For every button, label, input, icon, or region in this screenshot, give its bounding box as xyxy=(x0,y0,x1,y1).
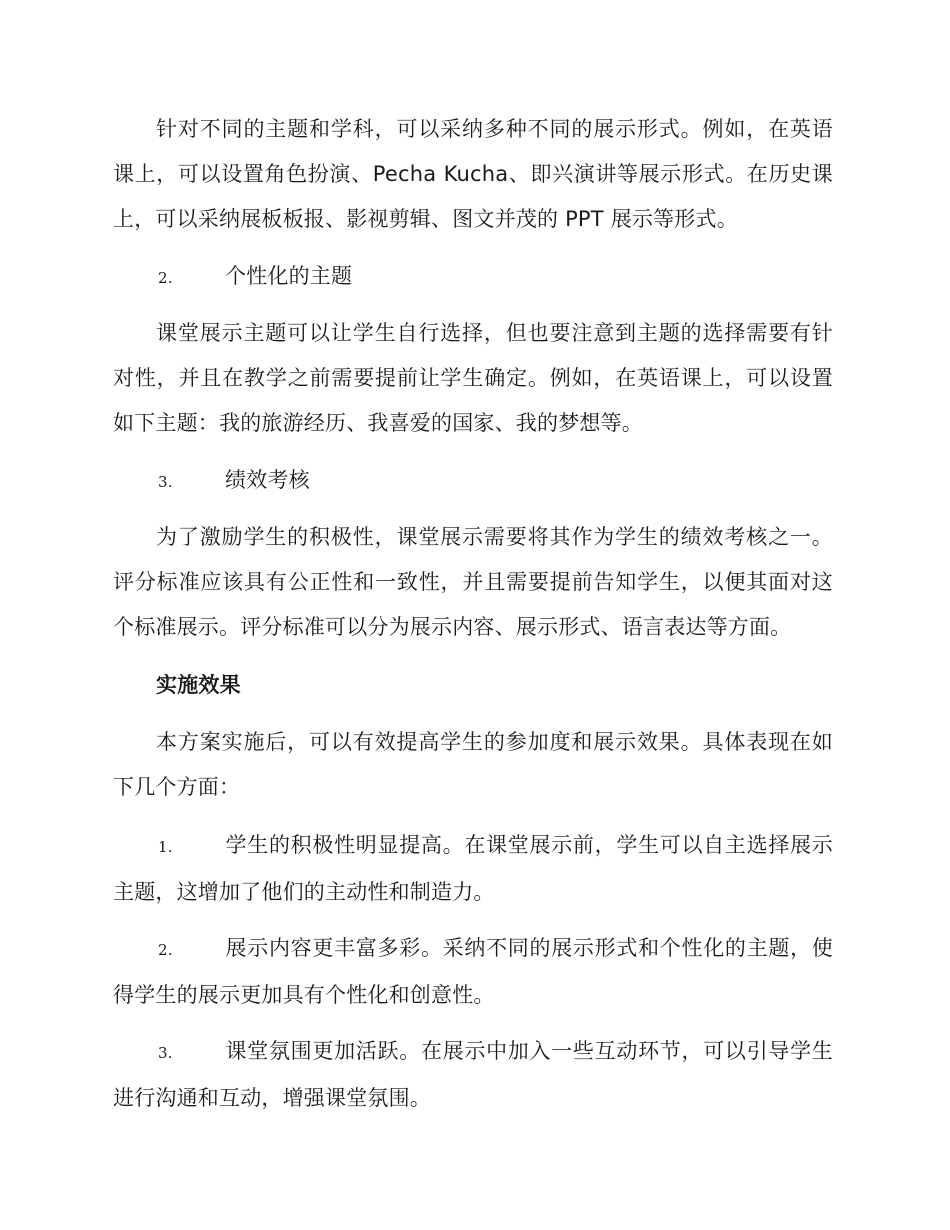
list-item-text: 绩效考核 xyxy=(225,468,310,492)
list-number: 2. xyxy=(158,269,173,287)
list-item-assessment xyxy=(113,458,833,505)
list-number: 3. xyxy=(158,473,173,491)
effect-text: 学生的积极性明显提高。在课堂展示前，学生可以自主选择展示主题，这增加了他们的主动性和制造力。 xyxy=(113,833,833,904)
effect-text: 展示内容更丰富多彩。采纳不同的展示形式和个性化的主题，使得学生的展示更加具有个性化和创意性。 xyxy=(113,936,833,1007)
section-heading: 实施效果 xyxy=(156,673,241,697)
list-number: 3. xyxy=(158,1044,173,1062)
paragraph-assessment: 为了激励学生的积极性，课堂展示需要将其作为学生的绩效考核之一。评分标准应该具有公正性和一致性，并且需要提前告知学生，以便其面对这个标准展示。评分标准可以分为展示内容、展示形式、语言表达等方面。 xyxy=(113,525,833,639)
paragraph-topic-selection: 课堂展示主题可以让学生自行选择，但也要注意到主题的选择需要有针对性，并且在教学之前需要提前让学生确定。例如，在英语课上，可以设置如下主题：我的旅游经历、我喜爱的国家、我的梦想等。 xyxy=(113,321,833,435)
list-number: 1. xyxy=(158,838,173,856)
effect-item xyxy=(113,823,833,915)
list-number: 2. xyxy=(158,941,173,959)
list-item-personalized-topic xyxy=(113,254,833,301)
effect-item xyxy=(113,1029,833,1121)
effect-text: 课堂氛围更加活跃。在展示中加入一些互动环节，可以引导学生进行沟通和互动，增强课堂氛围。 xyxy=(113,1039,833,1110)
list-item-text: 个性化的主题 xyxy=(225,264,353,288)
effect-item xyxy=(113,926,833,1018)
paragraph-effects-intro: 本方案实施后，可以有效提高学生的参加度和展示效果。具体表现在如下几个方面： xyxy=(113,730,833,799)
paragraph-presentation-forms: 针对不同的主题和学科，可以采纳多种不同的展示形式。例如，在英语课上，可以设置角色扮演、Pecha Kucha、即兴演讲等展示形式。在历史课上，可以采纳展板板报、影视剪辑、图文并茂的 PPT 展示等形式。 xyxy=(113,117,833,231)
